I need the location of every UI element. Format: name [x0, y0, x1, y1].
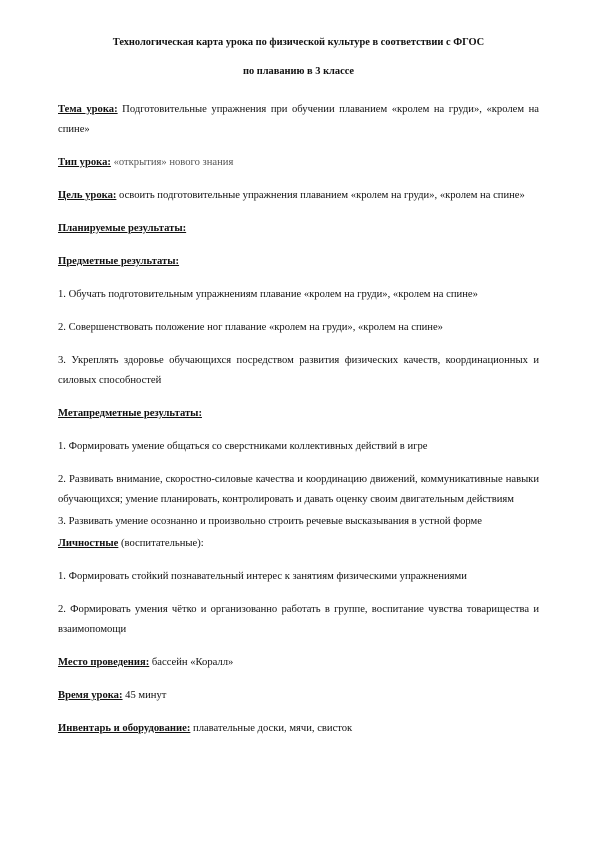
lesson-topic-value: Подготовительные упражнения при обучении плаванием «кролем на груди», «кролем на спине»	[58, 104, 539, 135]
metasubject-result-item-3: 3. Развивать умение осознанно и произвольно строить речевые высказывания в устной форме	[58, 516, 482, 527]
venue	[58, 653, 539, 673]
metasubject-result-item-2: 2. Развивать внимание, скоростно-силовые качества и координацию движений, коммуникативные навыки обучающихся; умение планировать, контролировать и давать оценку своим двигательным действиям	[58, 474, 539, 505]
venue-value: бассейн «Коралл»	[149, 657, 234, 668]
lesson-goal-value: освоить подготовительные упражнения плаванием «кролем на груди», «кролем на спине»	[116, 190, 525, 201]
subject-result-item-3: 3. Укреплять здоровье обучающихся посредством развития физических качеств, координационных и силовых способностей	[58, 355, 539, 386]
metasubject-result-item-1: 1. Формировать умение общаться со сверстниками коллективных действий в игре	[58, 441, 428, 452]
equipment-label: Инвентарь и оборудование:	[58, 723, 191, 734]
personal-results-heading-label: Личностные	[58, 538, 119, 549]
lesson-type-value: «открытия» нового знания	[110, 157, 234, 168]
metasubject-results-heading: Метапредметные результаты:	[58, 408, 202, 419]
lesson-topic-label: Тема урока:	[58, 104, 118, 115]
venue-label: Место проведения:	[58, 657, 150, 668]
lesson-goal-label: Цель урока:	[58, 190, 117, 201]
lesson-type-label: Тип урока:	[58, 157, 111, 168]
personal-results-heading-suffix: (воспитательные):	[118, 538, 204, 549]
lesson-type	[58, 153, 539, 173]
document-title-line-2: по плаванию в 3 классе	[242, 66, 355, 77]
personal-results-heading	[58, 534, 539, 554]
duration	[58, 686, 539, 706]
equipment	[58, 719, 539, 739]
personal-result-item-1: 1. Формировать стойкий познавательный интерес к занятиям физическими упражнениями	[58, 571, 467, 582]
planned-results-heading: Планируемые результаты:	[58, 223, 187, 234]
duration-value: 45 минут	[122, 690, 167, 701]
subject-results-heading: Предметные результаты:	[58, 256, 180, 267]
lesson-topic	[58, 100, 539, 140]
document-title-line-1: Технологическая карта урока по физической культуре в соответствии с ФГОС	[112, 37, 485, 48]
subject-result-item-1: 1. Обучать подготовительным упражнениям плавание «кролем на груди», «кролем на спине»	[58, 289, 478, 300]
document-header	[58, 28, 539, 86]
equipment-value: плавательные доски, мячи, свисток	[190, 723, 353, 734]
lesson-goal	[58, 186, 539, 206]
subject-result-item-2: 2. Совершенствовать положение ног плавание «кролем на груди», «кролем на спине»	[58, 322, 443, 333]
personal-result-item-2: 2. Формировать умения чётко и организованно работать в группе, воспитание чувства товарищества и взаимопомощи	[58, 604, 539, 635]
duration-label: Время урока:	[58, 690, 123, 701]
